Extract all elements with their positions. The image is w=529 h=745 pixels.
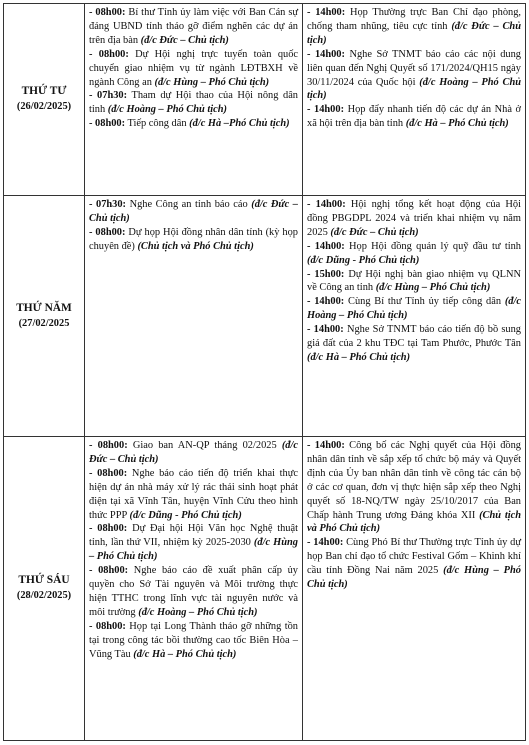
item-assignee: (đ/c Dũng - Phó Chủ tịch) bbox=[129, 509, 242, 521]
item-assignee: (đ/c Hà –Phó Chủ tịch) bbox=[189, 118, 290, 130]
day-name: THỨ NĂM bbox=[16, 301, 72, 314]
item-time: - 14h00: bbox=[307, 324, 344, 336]
item-time: - 08h00: bbox=[89, 118, 126, 130]
schedule-item bbox=[307, 240, 521, 268]
item-assignee: (Chủ tịch và Phó Chủ tịch) bbox=[137, 240, 254, 252]
schedule-item bbox=[307, 6, 521, 48]
item-time: - 14h00: bbox=[307, 48, 345, 60]
item-assignee: (đ/c Hà – Phó Chủ tịch) bbox=[307, 351, 411, 363]
item-text: Cùng Bí thư Tỉnh ủy tiếp công dân bbox=[344, 296, 505, 308]
item-text: Nghe báo cáo đề xuất phân cấp ủy quyền cho Sở Tài nguyên và Môi trường thực hiện TTHC trong lĩnh vực tài nguyên nước và môi trường bbox=[89, 565, 298, 618]
schedule-item bbox=[307, 268, 521, 296]
item-text: Tham dự Hội thao của Hội nông dân tỉnh bbox=[89, 90, 298, 116]
schedule-item bbox=[89, 620, 298, 662]
item-time: - 14h00: bbox=[307, 296, 345, 308]
day-cell bbox=[4, 4, 85, 196]
item-text: Hội nghị tổng kết hoạt động của Hội đồng PBGDPL 2024 và triển khai nhiệm vụ năm 2025 bbox=[307, 199, 522, 238]
item-time: - 08h00: bbox=[89, 620, 126, 632]
schedule-row-wednesday bbox=[4, 4, 526, 196]
item-assignee: (đ/c Hùng – Phó Chủ tịch) bbox=[307, 565, 521, 591]
schedule-item bbox=[307, 439, 521, 536]
item-assignee: (đ/c Hùng – Phó Chủ tịch) bbox=[375, 282, 491, 294]
item-text: Họp tại Long Thành tháo gỡ những tồn tại trong công tác bồi thường cao tốc Biên Hòa – Vũng Tàu bbox=[89, 620, 298, 660]
item-assignee: (Chủ tịch và Phó Chủ tịch) bbox=[307, 509, 521, 535]
item-time: - 08h00: bbox=[89, 48, 129, 60]
day-name: THỨ TƯ bbox=[21, 85, 67, 98]
item-text: Dự Hội nghị trực tuyến toàn quốc chuyển giao nhiệm vụ từ ngành LĐTBXH về ngành Công an bbox=[89, 48, 299, 88]
schedule-item bbox=[307, 536, 521, 592]
day-name: THỨ SÁU bbox=[18, 574, 70, 587]
schedule-item bbox=[89, 198, 298, 226]
item-time: - 07h30: bbox=[89, 90, 128, 102]
item-text: Nghe Sở TNMT báo cáo các nội dung liên quan đến Nghị Quyết số 171/2024/QH15 ngày 30/11/2024 của Quốc hội bbox=[307, 48, 521, 88]
schedule-item bbox=[89, 467, 298, 523]
day-cell bbox=[4, 196, 85, 437]
schedule-row-thursday bbox=[4, 196, 526, 437]
item-assignee: (đ/c Hà – Phó Chủ tịch) bbox=[133, 648, 237, 660]
day-date: (26/02/2025) bbox=[16, 101, 72, 112]
item-time: - 08h00: bbox=[89, 467, 128, 479]
item-text: Họp Thường trực Ban Chỉ đạo phòng, chống tham nhũng, tiêu cực tỉnh bbox=[307, 7, 522, 32]
item-assignee: (đ/c Hoàng – Phó Chủ tịch) bbox=[307, 76, 522, 102]
item-assignee: (đ/c Hùng – Phó Chủ tịch) bbox=[89, 537, 298, 563]
item-text: Nghe Công an tỉnh báo cáo bbox=[126, 199, 252, 210]
item-text: Họp Hội đồng quản lý quỹ đầu tư tỉnh bbox=[344, 240, 521, 252]
item-assignee: (đ/c Đức – Chủ tịch) bbox=[89, 440, 298, 465]
item-assignee: (đ/c Đức – Chủ tịch) bbox=[140, 34, 229, 46]
schedule-item bbox=[307, 198, 521, 240]
item-text: Bí thư Tỉnh ủy làm việc với Ban Cán sự đảng UBND tỉnh tháo gỡ điểm nghẽn các dự án trên địa bàn bbox=[89, 7, 299, 46]
afternoon-cell bbox=[303, 196, 526, 437]
item-assignee: (đ/c Đức – Chủ tịch) bbox=[89, 199, 299, 224]
schedule-item bbox=[89, 6, 298, 48]
item-assignee: (đ/c Hoàng – Phó Chủ tịch) bbox=[107, 104, 227, 116]
schedule-item bbox=[307, 48, 521, 104]
item-time: - 08h00: bbox=[89, 226, 126, 238]
item-time: - 15h00: bbox=[307, 268, 345, 280]
item-assignee: (đ/c Hoàng – Phó Chủ tịch) bbox=[138, 606, 258, 618]
item-text: Họp đẩy nhanh tiến độ các dự án Nhà ở xã hội trên địa bàn tỉnh bbox=[307, 104, 522, 130]
item-text: Dự họp Hội đồng nhân dân tỉnh (kỳ họp chuyên đề) bbox=[89, 226, 298, 252]
afternoon-cell bbox=[303, 4, 526, 196]
item-text: Nghe báo cáo tiến độ triển khai thực hiện dự án nhà máy xử lý rác thải sinh hoạt phát điện tại xã Vĩnh Tân, huyện Vĩnh Cửu theo hình thức PPP bbox=[89, 467, 298, 521]
item-time: - 08h00: bbox=[89, 565, 129, 577]
schedule-item bbox=[89, 564, 298, 620]
item-assignee: (đ/c Đức – Chủ tịch) bbox=[307, 20, 521, 46]
item-assignee: (đ/c Dũng - Phó Chủ tịch) bbox=[307, 254, 420, 266]
item-time: - 14h00: bbox=[307, 537, 344, 549]
day-date: (27/02/2025 bbox=[18, 317, 70, 329]
item-assignee: (đ/c Hoàng – Phó Chủ tịch) bbox=[307, 296, 521, 322]
item-assignee: (đ/c Hà – Phó Chủ tịch) bbox=[405, 118, 509, 130]
schedule-item bbox=[89, 48, 298, 90]
schedule-item bbox=[89, 439, 298, 467]
schedule-item bbox=[307, 103, 521, 131]
item-time: - 14h00: bbox=[307, 240, 345, 252]
item-time: - 08h00: bbox=[89, 523, 128, 535]
item-time: - 08h00: bbox=[89, 440, 128, 451]
item-assignee: (đ/c Hùng – Phó Chủ tịch) bbox=[154, 76, 270, 88]
item-text: Dự Đại hội Hội Văn học Nghệ thuật tỉnh, lần thứ VII, nhiệm kỳ 2025-2030 bbox=[89, 523, 298, 549]
item-time: - 14h00: bbox=[307, 104, 345, 116]
day-date: (28/02/2025) bbox=[16, 590, 72, 601]
schedule-item bbox=[89, 117, 298, 131]
morning-cell bbox=[85, 4, 303, 196]
item-text: Nghe Sở TNMT báo cáo tiến độ bồ sung giá đất của 2 khu TĐC tại Tam Phước, Phước Tân bbox=[307, 324, 522, 350]
item-time: - 14h00: bbox=[307, 199, 346, 210]
item-time: - 08h00: bbox=[89, 7, 126, 18]
item-text: Tiếp công dân bbox=[125, 118, 190, 130]
afternoon-cell bbox=[303, 437, 526, 741]
item-text: Cùng Phó Bí thư Thường trực Tỉnh ủy dự họp Ban chỉ đạo tổ chức Festival Gốm – Khinh khí cầu tỉnh Đồng Nai năm 2025 bbox=[307, 537, 522, 577]
item-text: Giao ban AN-QP tháng 02/2025 bbox=[127, 440, 282, 451]
item-assignee: (đ/c Đức – Chủ tịch) bbox=[330, 226, 419, 238]
item-time: - 07h30: bbox=[89, 199, 127, 210]
schedule-item bbox=[307, 323, 521, 365]
schedule-item bbox=[89, 522, 298, 564]
day-cell bbox=[4, 437, 85, 741]
item-text: Công bố các Nghị quyết của Hội đồng nhân dân tỉnh về sắp xếp tổ chức bộ máy và Quyết định của Ủy ban nhân dân tỉnh về công tác cán bộ ở các cơ quan, đơn vị thực hiện sắp xếp theo Nghị quyết số 18-NQ/TW ngày 25/10/2017 của Ban Chấp hành Trung ương Đảng khóa XII bbox=[307, 440, 521, 521]
schedule-item bbox=[89, 226, 298, 254]
schedule-table bbox=[3, 3, 526, 741]
schedule-item bbox=[307, 295, 521, 323]
item-time: - 14h00: bbox=[307, 7, 346, 18]
morning-cell bbox=[85, 196, 303, 437]
schedule-item bbox=[89, 89, 298, 117]
item-text: Dự Hội nghị bàn giao nhiệm vụ QLNN về Công an tỉnh bbox=[307, 268, 522, 294]
item-time: - 14h00: bbox=[307, 440, 345, 451]
schedule-row-friday bbox=[4, 437, 526, 741]
morning-cell bbox=[85, 437, 303, 741]
